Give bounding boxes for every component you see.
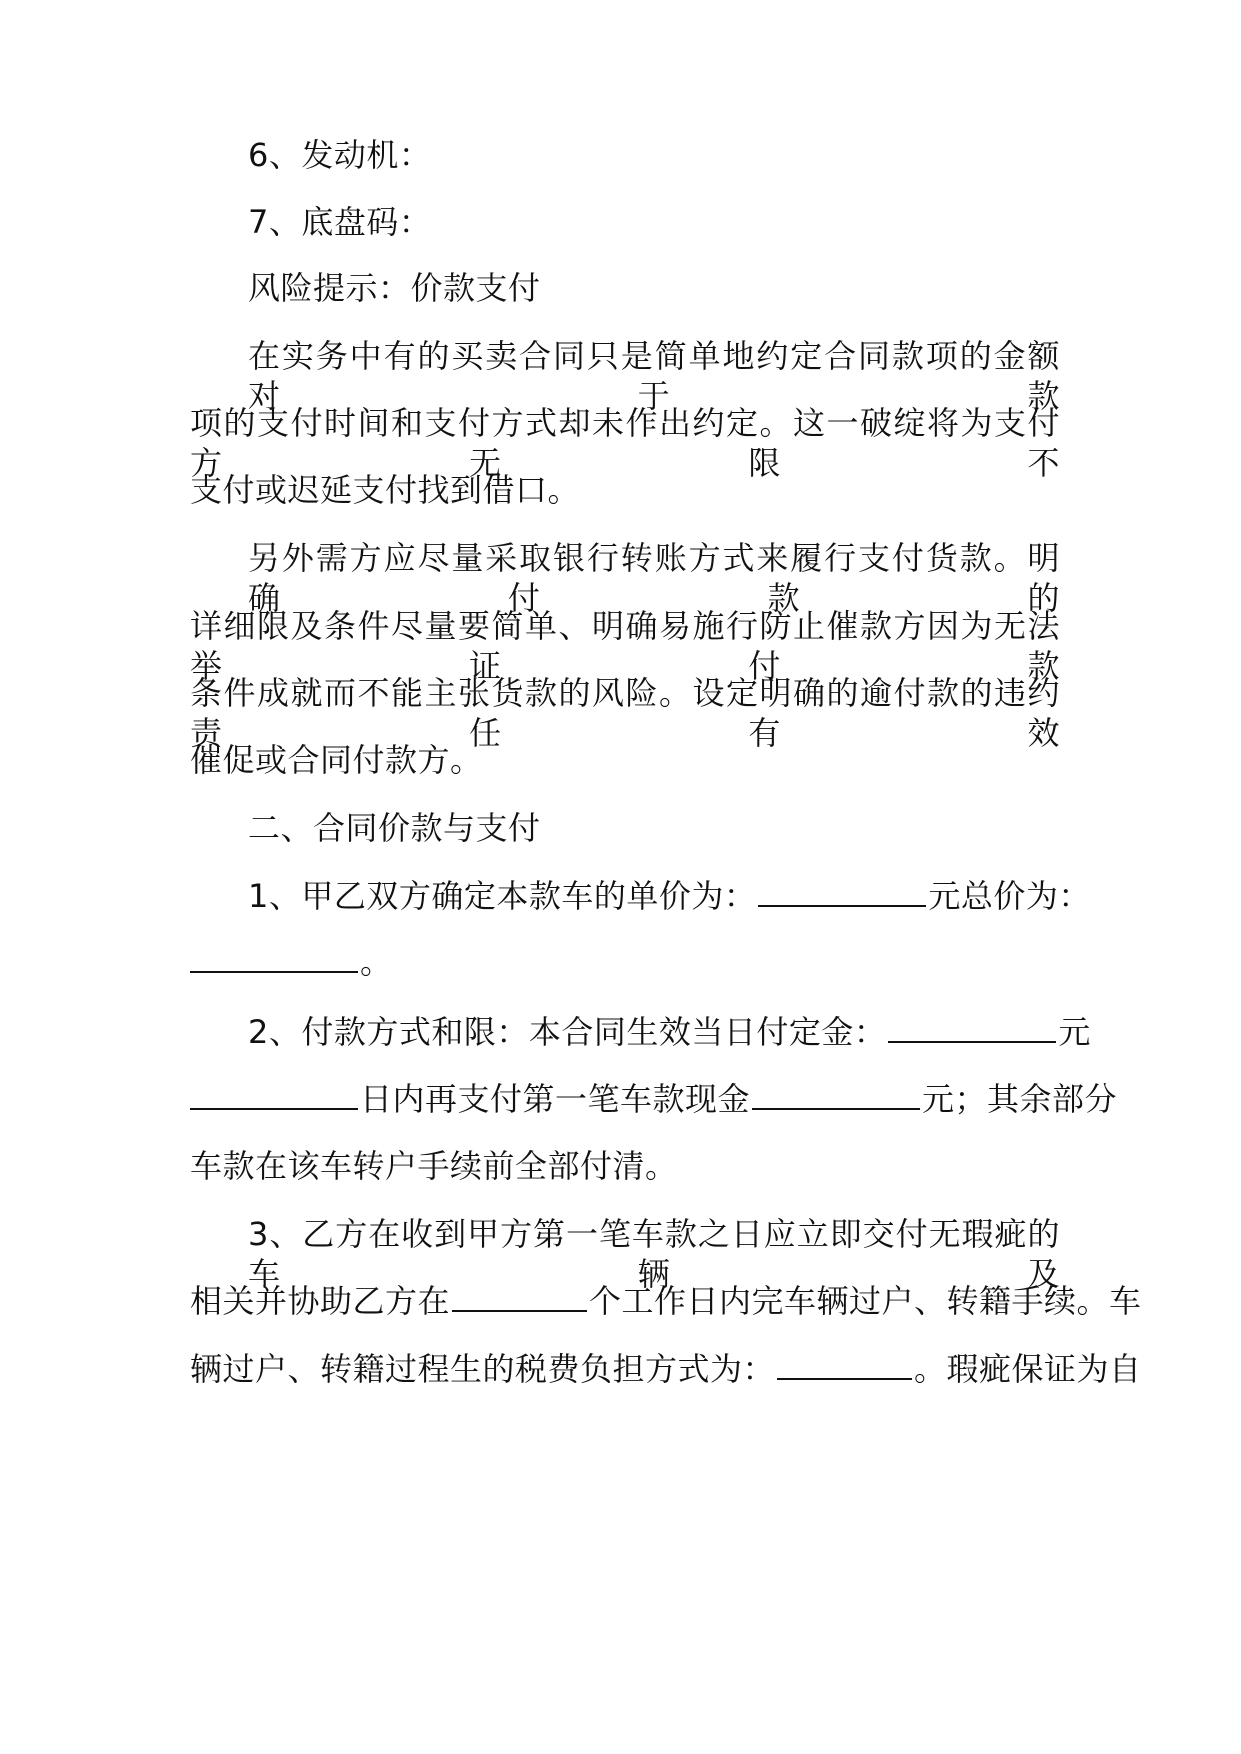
item-chassis-code-text: 7、底盘码： — [248, 203, 432, 241]
clause-text: 。瑕疵保证为自 — [914, 1350, 1142, 1388]
paragraph-line-text: 在实务中有的买卖合同只是简单地约定合同款项的金额对于款 — [248, 337, 1060, 415]
item-engine — [248, 135, 1060, 175]
clause-text: 2、付款方式和限：本合同生效当日付定金： — [248, 1013, 887, 1051]
section-heading-text: 二、合同价款与支付 — [248, 809, 541, 847]
clause-text: 相关并协助乙方在 — [190, 1282, 451, 1320]
clause-3-line — [190, 1281, 1142, 1321]
item-engine-text: 6、发动机： — [248, 136, 432, 174]
paragraph-line-text: 条件成就而不能主张货款的风险。设定明确的逾付款的违约责任有效 — [190, 674, 1060, 752]
clause-1-line — [190, 942, 1060, 982]
clause-text: 元总价为： — [928, 877, 1091, 915]
section-heading — [248, 808, 1060, 848]
fill-blank — [190, 1080, 358, 1110]
fill-blank — [452, 1282, 587, 1312]
clause-2-line — [190, 1146, 1060, 1186]
fill-blank — [888, 1013, 1056, 1043]
paragraph-line-text: 支付或迟延支付找到借口。 — [190, 471, 581, 509]
clause-text: 元 — [1058, 1013, 1091, 1051]
clause-text: 1、甲乙双方确定本款车的单价为： — [248, 877, 757, 915]
fill-blank — [190, 943, 358, 973]
fill-blank — [777, 1350, 912, 1380]
fill-blank — [752, 1080, 920, 1110]
clause-text: 个工作日内完车辆过户、转籍手续。车 — [589, 1282, 1142, 1320]
clause-2-line — [190, 1079, 1118, 1119]
clause-3-line — [190, 1349, 1142, 1389]
clause-2-line — [248, 1012, 1091, 1052]
clause-text: 日内再支付第一笔车款现金 — [360, 1080, 751, 1118]
clause-1-line — [248, 876, 1091, 916]
clause-text: 。 — [360, 943, 393, 981]
item-chassis-code — [248, 202, 1060, 242]
paragraph-line — [190, 470, 1060, 510]
fill-blank — [758, 877, 926, 907]
clause-text: 元；其余部分 — [922, 1080, 1118, 1118]
risk-heading — [248, 268, 1060, 308]
paragraph-line-text: 另外需方应尽量采取银行转账方式来履行支付货款。明确付款的 — [248, 539, 1060, 617]
paragraph-line — [190, 740, 1060, 780]
paragraph-line-text: 项的支付时间和支付方式却未作出约定。这一破绽将为支付方无限不 — [190, 404, 1060, 482]
paragraph-line-text: 催促或合同付款方。 — [190, 741, 483, 779]
clause-text: 车款在该车转户手续前全部付清。 — [190, 1147, 678, 1185]
clause-text: 辆过户、转籍过程生的税费负担方式为： — [190, 1350, 776, 1388]
risk-heading-text: 风险提示：价款支付 — [248, 269, 541, 307]
clause-text: 3、乙方在收到甲方第一笔车款之日应立即交付无瑕疵的车辆及 — [248, 1215, 1060, 1293]
paragraph-line-text: 详细限及条件尽量要简单、明确易施行防止催款方因为无法举证付款 — [190, 607, 1060, 685]
